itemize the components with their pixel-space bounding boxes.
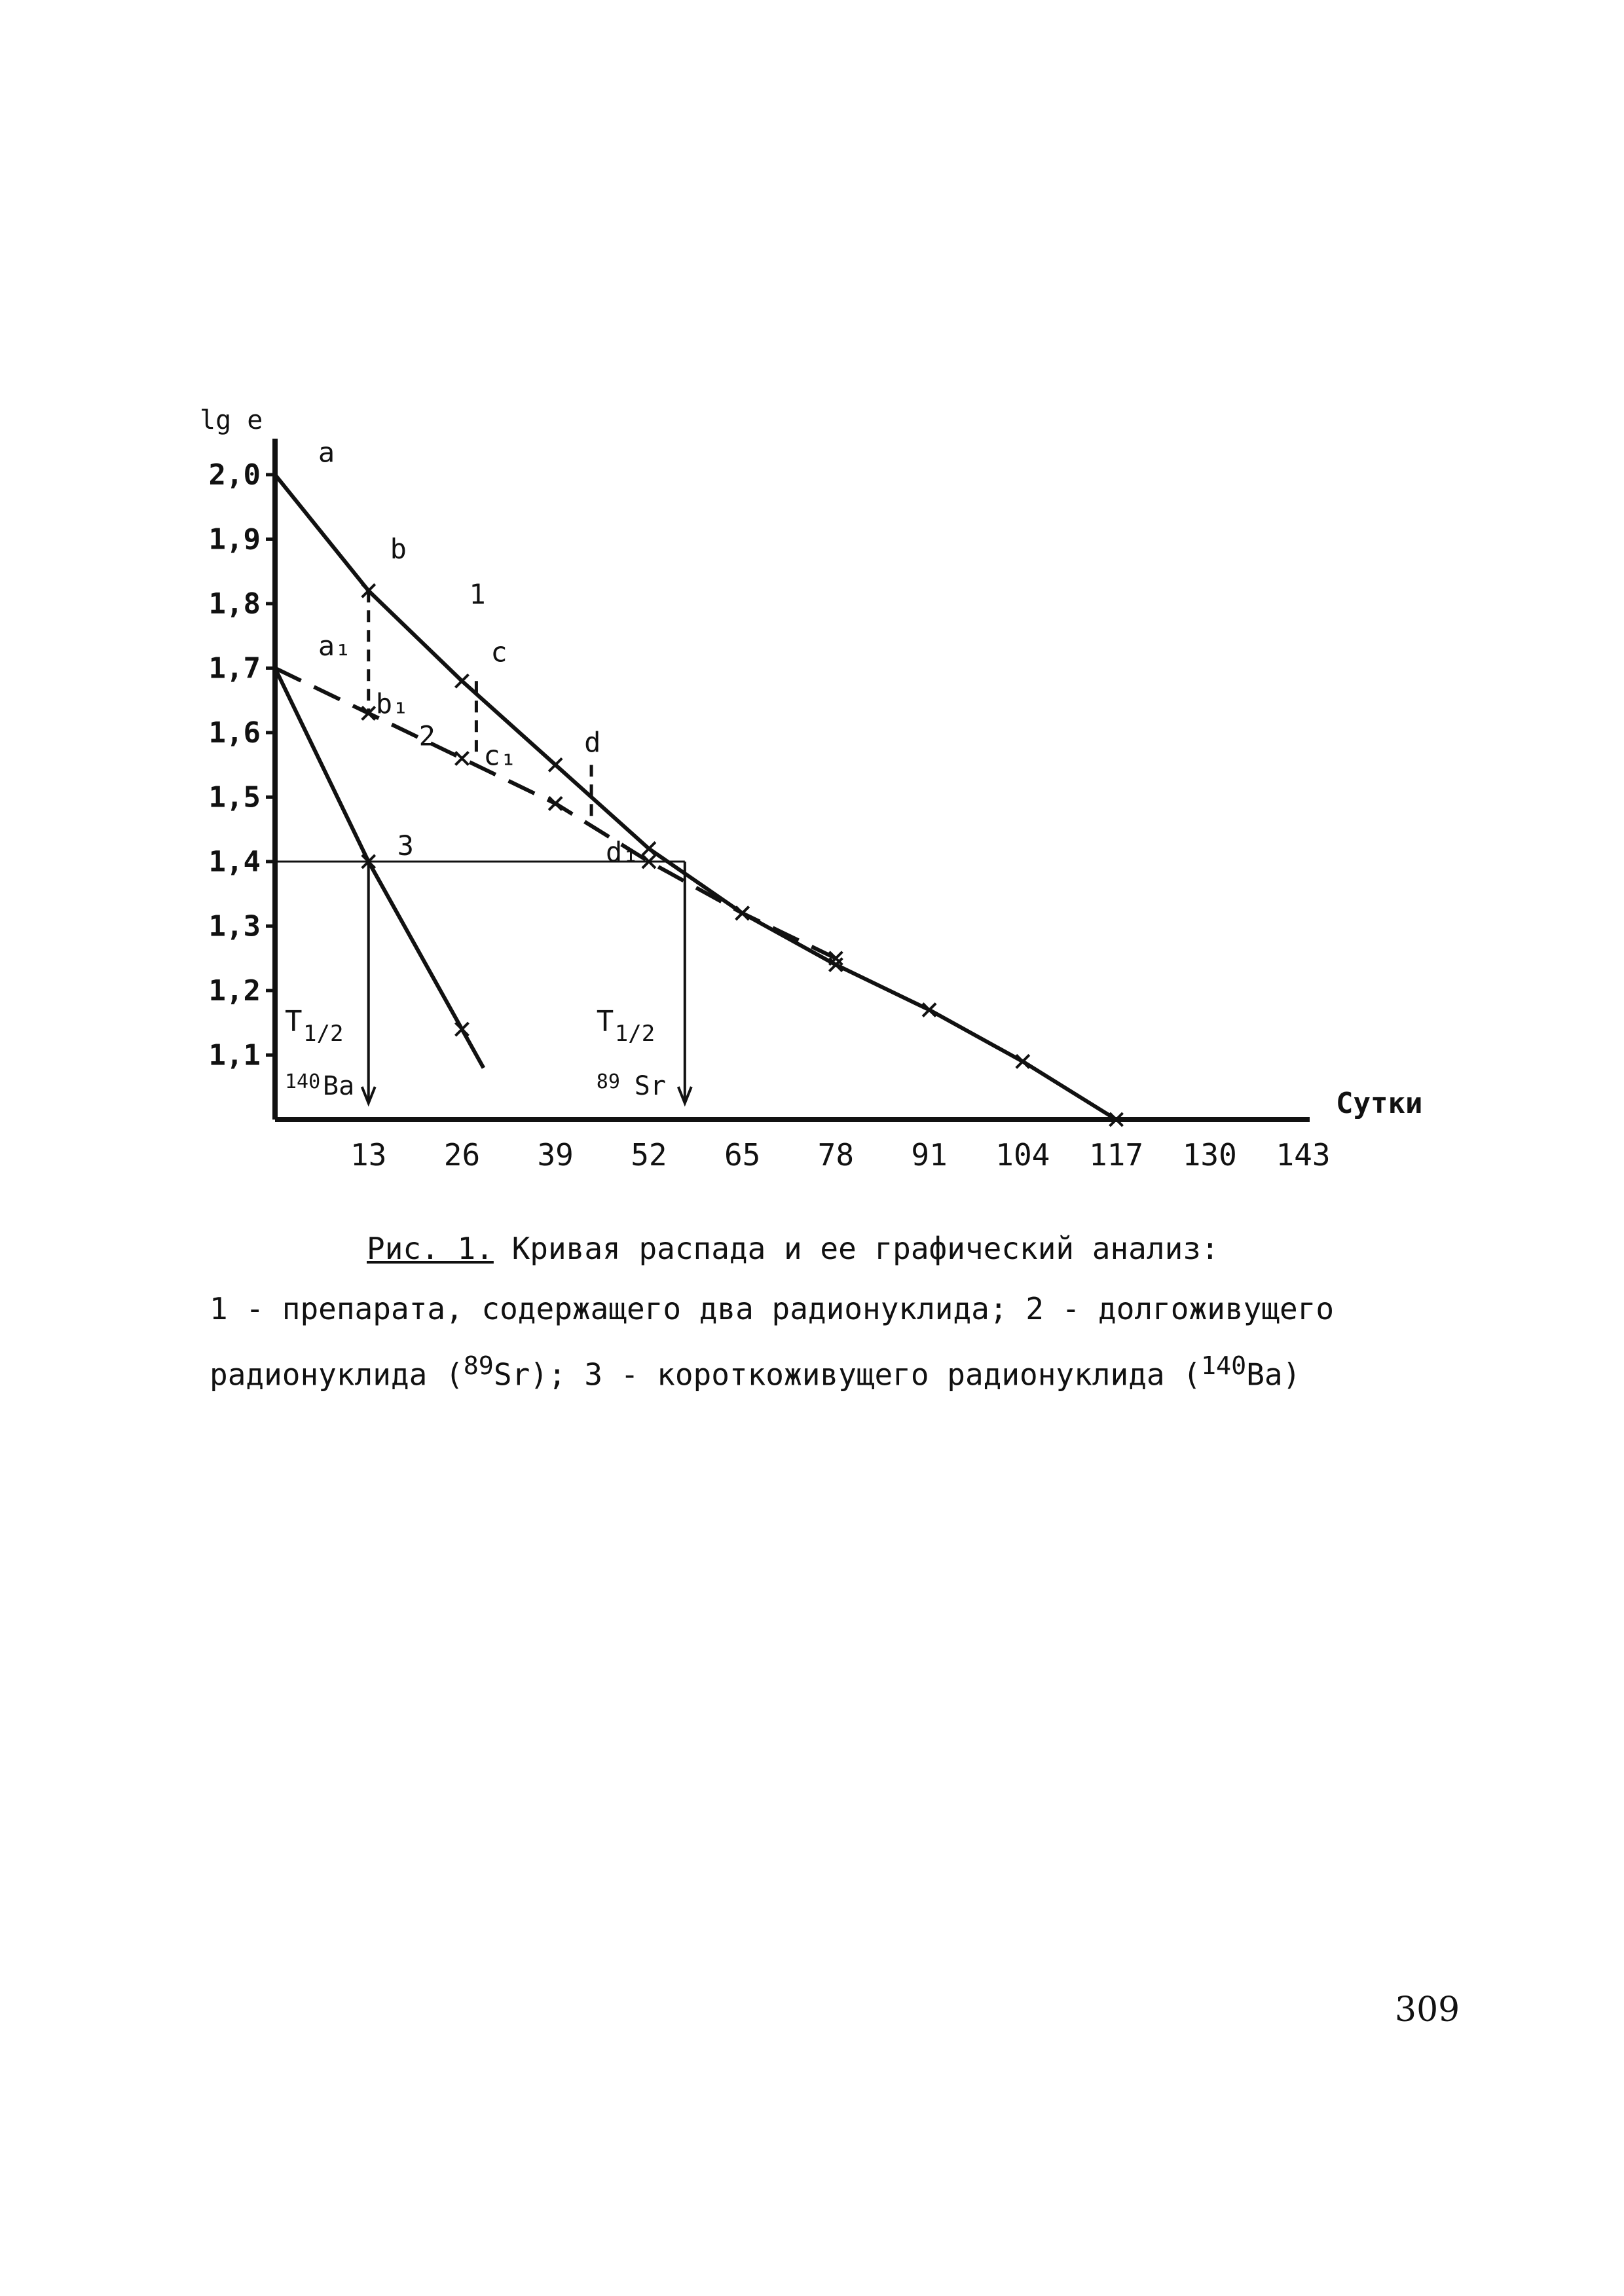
half-life-t-symbol: T <box>596 1005 614 1038</box>
x-tick-label: 117 <box>1088 1137 1144 1173</box>
data-point-marker <box>1016 1055 1029 1068</box>
y-axis-label: lg e <box>200 405 263 435</box>
y-tick-label: 1,2 <box>208 974 261 1008</box>
point-label: d₁ <box>606 836 639 868</box>
caption-line-2-start: радионуклида ( <box>210 1357 464 1393</box>
data-point-marker <box>455 752 468 765</box>
point-label: 3 <box>397 829 414 862</box>
half-life-subscript: 1/2 <box>303 1021 344 1047</box>
x-tick-label: 78 <box>817 1137 855 1173</box>
caption-ba-mass: 140 <box>1200 1351 1247 1381</box>
caption-sr-text: Sr); 3 - короткоживущего радионуклида ( <box>493 1357 1201 1393</box>
point-label: a₁ <box>318 629 352 662</box>
x-tick-label: 39 <box>537 1137 574 1173</box>
data-point-marker <box>736 907 749 920</box>
data-point-marker <box>455 674 468 687</box>
caption-sr-mass: 89 <box>463 1351 494 1381</box>
half-life-nuclide-symbol: Ba <box>323 1071 355 1101</box>
point-label: a <box>318 436 335 469</box>
half-life-nuclide-mass: 140 <box>285 1070 321 1093</box>
x-tick-label: 130 <box>1182 1137 1237 1173</box>
x-tick-label: 26 <box>443 1137 481 1173</box>
point-label: d <box>584 726 601 759</box>
point-label: 1 <box>469 578 486 610</box>
y-tick-label: 1,7 <box>208 651 261 685</box>
x-tick-label: 143 <box>1276 1137 1331 1173</box>
series-line-3 <box>275 668 483 1068</box>
caption-ba-text: Ba) <box>1246 1357 1301 1393</box>
x-tick-label: 91 <box>911 1137 948 1173</box>
half-life-nuclide-mass: 89 <box>596 1070 620 1093</box>
series-line-1 <box>275 475 1116 1120</box>
half-life-t-symbol: T <box>285 1005 303 1038</box>
y-tick-label: 1,8 <box>208 587 261 621</box>
data-point-marker <box>455 1023 468 1036</box>
data-point-marker <box>549 797 562 810</box>
point-label: b₁ <box>375 687 409 720</box>
y-tick-label: 1,1 <box>208 1038 261 1072</box>
x-tick-label: 13 <box>350 1137 387 1173</box>
point-label: b <box>390 533 407 566</box>
y-tick-label: 2,0 <box>208 458 261 492</box>
x-tick-label: 65 <box>724 1137 761 1173</box>
point-label: c <box>490 636 507 668</box>
y-tick-label: 1,5 <box>208 780 261 814</box>
page-number: 309 <box>1395 1990 1460 2030</box>
x-tick-label: 104 <box>995 1137 1050 1173</box>
series-line-2 <box>275 668 836 958</box>
y-tick-label: 1,6 <box>208 716 261 750</box>
point-label: c₁ <box>483 739 517 772</box>
data-point-marker <box>923 1004 936 1017</box>
x-tick-label: 52 <box>631 1137 667 1173</box>
y-tick-label: 1,9 <box>208 522 261 556</box>
y-tick-label: 1,4 <box>208 845 261 879</box>
y-tick-label: 1,3 <box>208 909 261 943</box>
x-axis-label: Сутки <box>1336 1087 1423 1120</box>
caption-line-2 <box>210 1351 1301 1392</box>
half-life-subscript: 1/2 <box>614 1021 655 1047</box>
caption-line-1: 1 - препарата, содержащего два радионуклида; 2 - долгоживущего <box>210 1291 1335 1326</box>
caption-title <box>367 1231 1219 1266</box>
caption-figure-label: Рис. 1. <box>367 1231 494 1266</box>
data-point-marker <box>829 958 842 972</box>
point-label: 2 <box>418 720 435 752</box>
caption-title-text: Кривая распада и ее графический анализ: <box>511 1231 1219 1266</box>
half-life-nuclide-symbol: Sr <box>634 1071 666 1101</box>
data-point-marker <box>642 842 655 855</box>
data-point-marker <box>549 758 562 771</box>
